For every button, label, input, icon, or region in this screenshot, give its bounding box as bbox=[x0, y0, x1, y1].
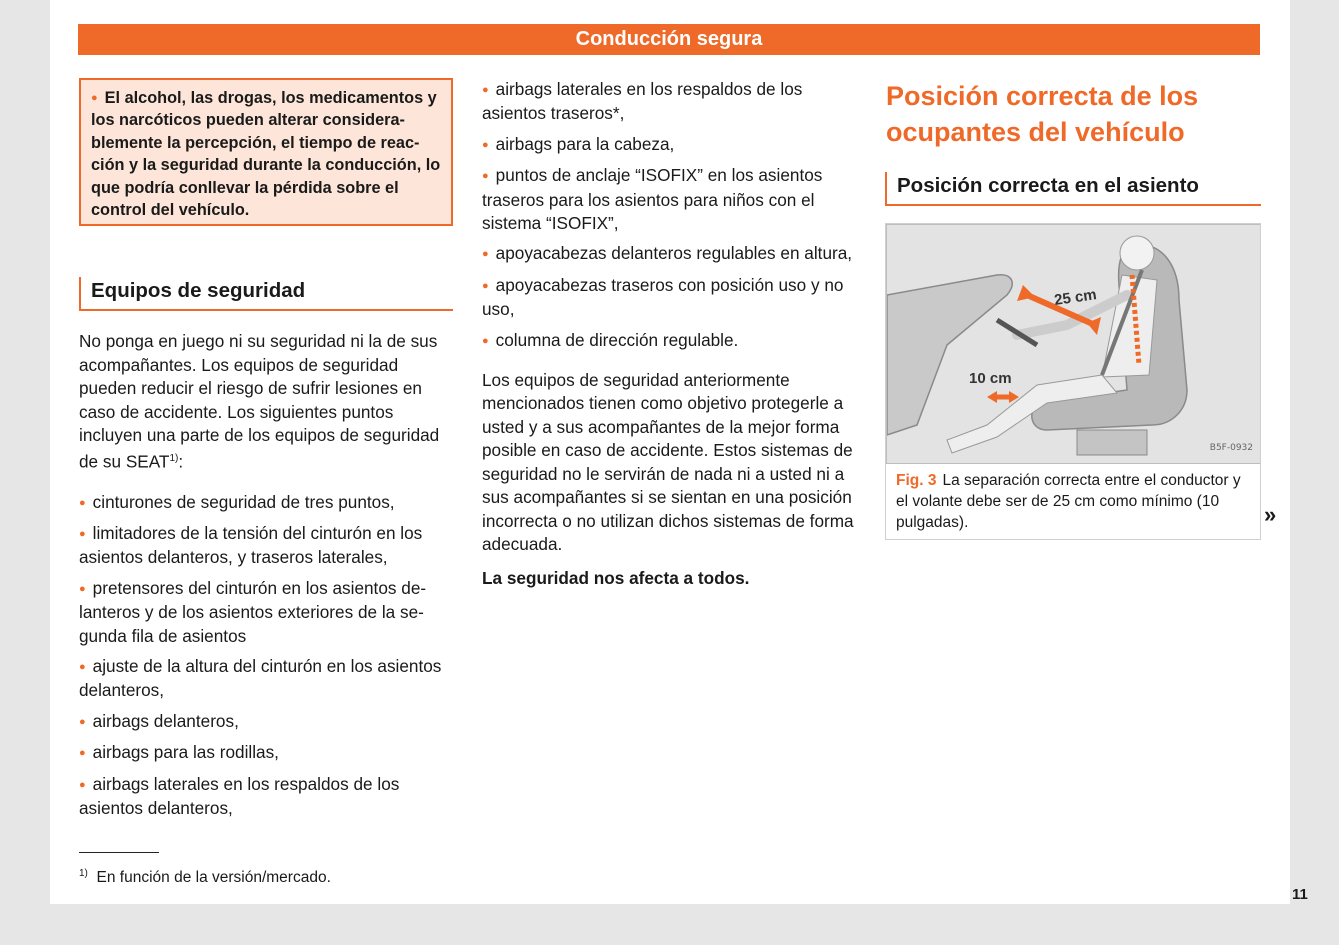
footnote-marker: 1) bbox=[79, 868, 88, 879]
figure-code: B5F-0932 bbox=[1209, 442, 1253, 453]
list-item: ● apoyacabezas traseros con posición uso y no uso, bbox=[482, 274, 856, 322]
page-number: 11 bbox=[1292, 886, 1308, 903]
footnote-divider bbox=[79, 852, 159, 853]
list-item: ● airbags para la cabeza, bbox=[482, 133, 856, 157]
continue-mark: » bbox=[1264, 502, 1277, 527]
figure-number: Fig. 3 bbox=[896, 472, 937, 489]
column-1 bbox=[79, 78, 453, 827]
label-25cm: 25 cm bbox=[1053, 286, 1098, 309]
section-title-equipos: Equipos de seguridad bbox=[79, 277, 453, 311]
main-title: Posición correcta de los ocupantes del vehículo bbox=[886, 81, 1199, 147]
list-item: ● limitadores de la tensión del cinturón en los asientos delanteros, y traseros laterales, bbox=[79, 522, 453, 570]
label-10cm: 10 cm bbox=[969, 370, 1012, 387]
section-intro: No ponga en juego ni su seguridad ni la de sus acompañantes. Los equipos de seguridad pueden reducir el riesgo de sufrir lesiones en caso de accidente. Los siguientes puntos incluyen una parte de los equipos de seguridad de su SEAT$^{1)}$: bbox=[79, 331, 440, 473]
column-2 bbox=[482, 78, 856, 591]
list-item: ● puntos de anclaje “ISOFIX” en los asientos traseros para los asientos para niños con el sistema “ISOFIX”, bbox=[482, 164, 856, 235]
list-item: ● ajuste de la altura del cinturón en los asientos delanteros, bbox=[79, 655, 453, 703]
seat-rail bbox=[1077, 430, 1147, 455]
footnote bbox=[79, 868, 331, 887]
warning-text: El alcohol, las drogas, los medicamentos y los narcóticos pueden alterar considerablemente la percepción, el tiempo de reacción y la seguridad durante la conducción, lo que podría conllevar la pérdida sobre el control del vehículo. bbox=[91, 89, 441, 220]
list-item: ● airbags laterales en los respaldos de los asientos delanteros, bbox=[79, 773, 453, 821]
list-item: ● columna de dirección regulable. bbox=[482, 329, 856, 353]
column-3 bbox=[885, 78, 1261, 540]
figure-caption bbox=[886, 464, 1260, 539]
list-item: ● airbags delanteros, bbox=[79, 710, 453, 734]
head-shape bbox=[1120, 236, 1154, 270]
body-paragraph: Los equipos de seguridad anteriormente mencionados tienen como objetivo protegerle a usted y a sus acompañantes de la mejor forma posible en caso de accidente. Estos sistemas de seguridad no le servirán de nada ni a usted ni a sus acompañantes si se sientan en una posición incorrecta o no utilizan dichos sistemas de forma adecuada. bbox=[482, 370, 854, 554]
list-item: ● pretensores del cinturón en los asientos delanteros y de los asientos exteriores de la segunda fila de asientos bbox=[79, 577, 453, 648]
list-item: ● airbags laterales en los respaldos de los asientos traseros*, bbox=[482, 78, 856, 126]
list-item: ● apoyacabezas delanteros regulables en altura, bbox=[482, 242, 856, 266]
figure-image bbox=[886, 224, 1260, 464]
page-header: Conducción segura bbox=[78, 24, 1260, 55]
figure-box bbox=[885, 223, 1261, 540]
footnote-ref: 1) bbox=[169, 453, 179, 465]
caption-text: La separación correcta entre el conductor y el volante debe ser de 25 cm como mínimo (10 pulgadas). bbox=[896, 472, 1241, 531]
closing-statement: La seguridad nos afecta a todos. bbox=[482, 568, 750, 589]
section-title-posicion: Posición correcta en el asiento bbox=[885, 172, 1261, 206]
warning-box bbox=[79, 78, 453, 226]
seat-diagram bbox=[887, 225, 1260, 463]
footnote-text: En función de la versión/mercado. bbox=[96, 869, 331, 887]
list-item: ● cinturones de seguridad de tres puntos, bbox=[79, 491, 453, 515]
list-item: ● airbags para las rodillas, bbox=[79, 741, 453, 765]
